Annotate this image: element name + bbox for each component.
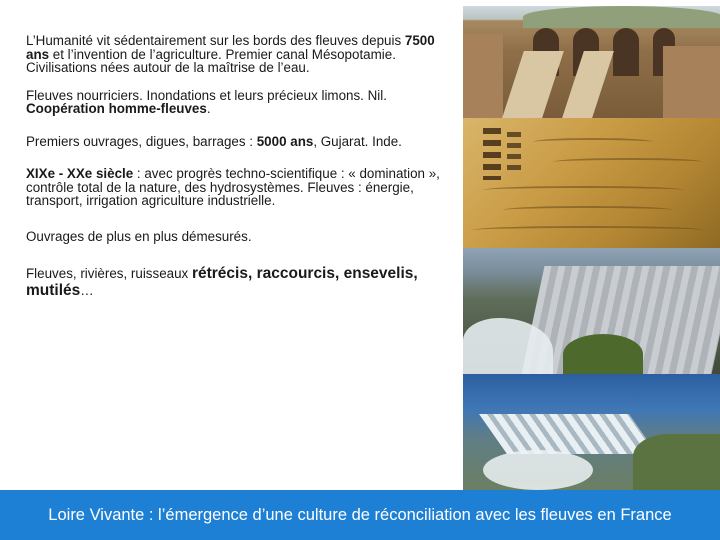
paragraph-ouvrages-demesures: [26, 230, 446, 244]
footer-title: Loire Vivante : l’émergence d’une culture de réconciliation avec les fleuves en France: [48, 505, 672, 524]
p2-text-a: Fleuves nourriciers. Inondations et leurs précieux limons. Nil.: [26, 87, 387, 103]
p4-bold: XIXe - XXe siècle: [26, 166, 134, 181]
p4-text-c: : avec progrès techno-scientifique : « domination », contrôle total de la nature, des hydrosystèmes. Fleuves : énergie, transport, irrigation agriculture industrielle.: [26, 166, 440, 208]
p6-bold: rétrécis, raccourcis, ensevelis, mutilés: [26, 265, 418, 299]
slide-text: [26, 34, 446, 299]
p6-text-a: Fleuves, rivières, ruisseaux: [26, 266, 192, 281]
image-column: [463, 6, 720, 490]
p1-bold: 7500 ans: [26, 33, 435, 62]
spillway-photo: [463, 374, 720, 490]
dam-photo: [463, 248, 720, 374]
p2-bold: Coopération homme-fleuves: [26, 101, 207, 116]
paragraph-xix-xx-siecle: [26, 167, 446, 208]
p2-text-c: .: [206, 101, 211, 116]
canal-ruins-photo: [463, 6, 720, 118]
p6-text-c: …: [80, 283, 94, 298]
p1-text-c: et l’invention de l’agriculture. Premier canal Mésopotamie. Civilisations nées autour de la maîtrise de l’eau.: [26, 46, 396, 75]
paragraph-fleuves-nourriciers: [26, 89, 446, 116]
p3-text-a: Premiers ouvrages, digues, barrages :: [26, 133, 257, 149]
p5-text-a: Ouvrages de plus en plus démesurés.: [26, 228, 252, 244]
p3-text-c: , Gujarat. Inde.: [313, 133, 402, 149]
paragraph-agriculture: [26, 34, 446, 75]
p3-bold: 5000 ans: [256, 133, 314, 149]
scroll-painting-photo: [463, 118, 720, 248]
paragraph-premiers-ouvrages: [26, 135, 446, 149]
footer-banner: [0, 490, 720, 540]
paragraph-fleuves-mutiles: [26, 265, 446, 299]
p1-text-a: L’Humanité vit sédentairement sur les bords des fleuves depuis: [26, 33, 405, 48]
